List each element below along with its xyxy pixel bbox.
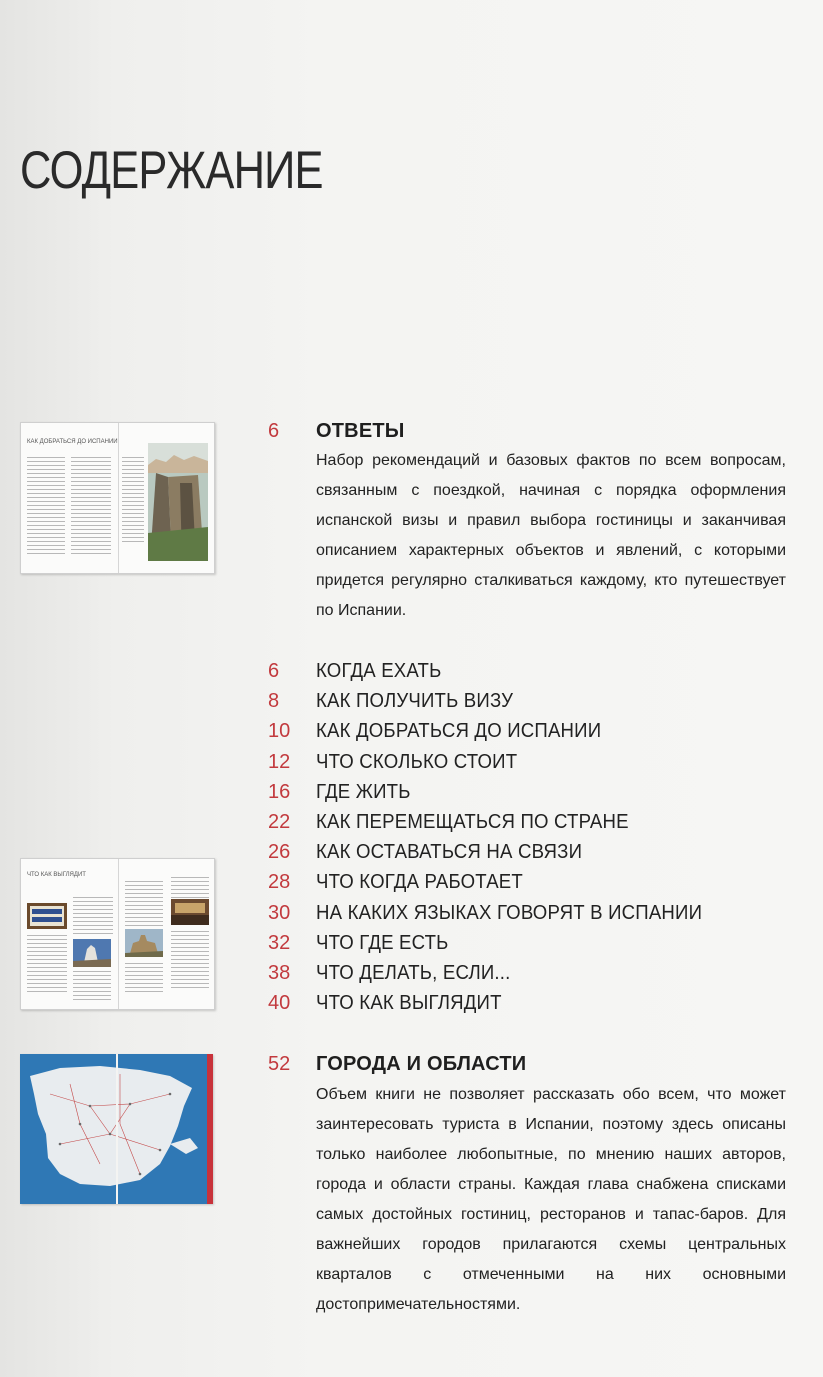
toc-item[interactable] (0, 686, 823, 716)
toc-page-number: 38 (268, 961, 291, 984)
toc-item[interactable] (0, 716, 823, 746)
toc-label: КОГДА ЕХАТЬ (316, 660, 442, 682)
section-page-number: 6 (268, 420, 280, 442)
thumbnail-title: ЧТО КАК ВЫГЛЯДИТ (27, 872, 86, 878)
toc-label: ЧТО ДЕЛАТЬ, ЕСЛИ... (316, 961, 511, 984)
toc-label: КАК ДОБРАТЬСЯ ДО ИСПАНИИ (316, 720, 602, 743)
thumbnail-spread-how-to-get (20, 422, 215, 574)
toc-item[interactable] (0, 747, 823, 777)
toc-item[interactable] (0, 928, 823, 958)
section-description: Набор рекомендаций и базовых фактов по всем вопросам, связанным с поездкой, начиная с порядка оформления испанской визы и правил выбора гостиницы и заканчивая описанием характерных объектов и явлений, с которыми придется регулярно сталкиваться каждому, кто путешествует по Испании. (316, 452, 786, 619)
toc-label: ЧТО ГДЕ ЕСТЬ (316, 931, 449, 954)
toc-page-number: 16 (268, 780, 291, 803)
toc-page-number: 28 (268, 871, 291, 894)
toc-label: ЧТО СКОЛЬКО СТОИТ (316, 750, 518, 773)
toc-item[interactable] (0, 777, 823, 807)
toc-item[interactable] (0, 867, 823, 897)
toc-label: ЧТО КОГДА РАБОТАЕТ (316, 871, 523, 894)
toc-page-number: 12 (268, 750, 291, 773)
toc-label: КАК ОСТАВАТЬСЯ НА СВЯЗИ (316, 841, 583, 864)
section-heading: ГОРОДА И ОБЛАСТИ (316, 1053, 527, 1075)
thumbnail-title: КАК ДОБРАТЬСЯ ДО ИСПАНИИ (27, 439, 118, 445)
page-title: СОДЕРЖАНИЕ (20, 141, 323, 200)
toc-page-number: 6 (268, 660, 280, 682)
toc-item[interactable] (0, 837, 823, 867)
cliff-photo (148, 443, 208, 561)
toc-label: КАК ПОЛУЧИТЬ ВИЗУ (316, 690, 514, 713)
toc-label: НА КАКИХ ЯЗЫКАХ ГОВОРЯТ В ИСПАНИИ (316, 901, 703, 924)
section-heading: ОТВЕТЫ (316, 420, 405, 442)
toc-item[interactable] (0, 958, 823, 988)
toc-label: КАК ПЕРЕМЕЩАТЬСЯ ПО СТРАНЕ (316, 810, 629, 833)
toc-list (0, 656, 823, 1018)
thumbnail-spread-map (20, 1054, 213, 1204)
toc-page-number: 26 (268, 841, 291, 864)
section-page-number: 52 (268, 1053, 291, 1075)
section-description: Объем книги не позволяет рассказать обо всем, что может заинтересовать туриста в Испании, поэтому здесь описаны только наиболее любопытные, по мнению наших авторов, города и области страны. Каждая глава снабжена списками самых достойных гостиниц, ресторанов и тапас-баров. Для важнейших городов прилагаются схемы центральных кварталов с отмеченными на них основными достопримечательностями. (316, 1086, 786, 1313)
toc-page-number: 22 (268, 810, 291, 833)
toc-page-number: 8 (268, 690, 280, 713)
toc-page-number: 32 (268, 931, 291, 954)
toc-page-number: 10 (268, 720, 291, 743)
toc-label: ГДЕ ЖИТЬ (316, 780, 411, 803)
toc-page-number: 30 (268, 901, 291, 924)
toc-item[interactable] (0, 656, 823, 686)
toc-item[interactable] (0, 988, 823, 1018)
spain-map-image (20, 1054, 213, 1204)
toc-page-number: 40 (268, 992, 291, 1015)
toc-label: ЧТО КАК ВЫГЛЯДИТ (316, 992, 502, 1015)
toc-item[interactable] (0, 807, 823, 837)
toc-item[interactable] (0, 898, 823, 928)
